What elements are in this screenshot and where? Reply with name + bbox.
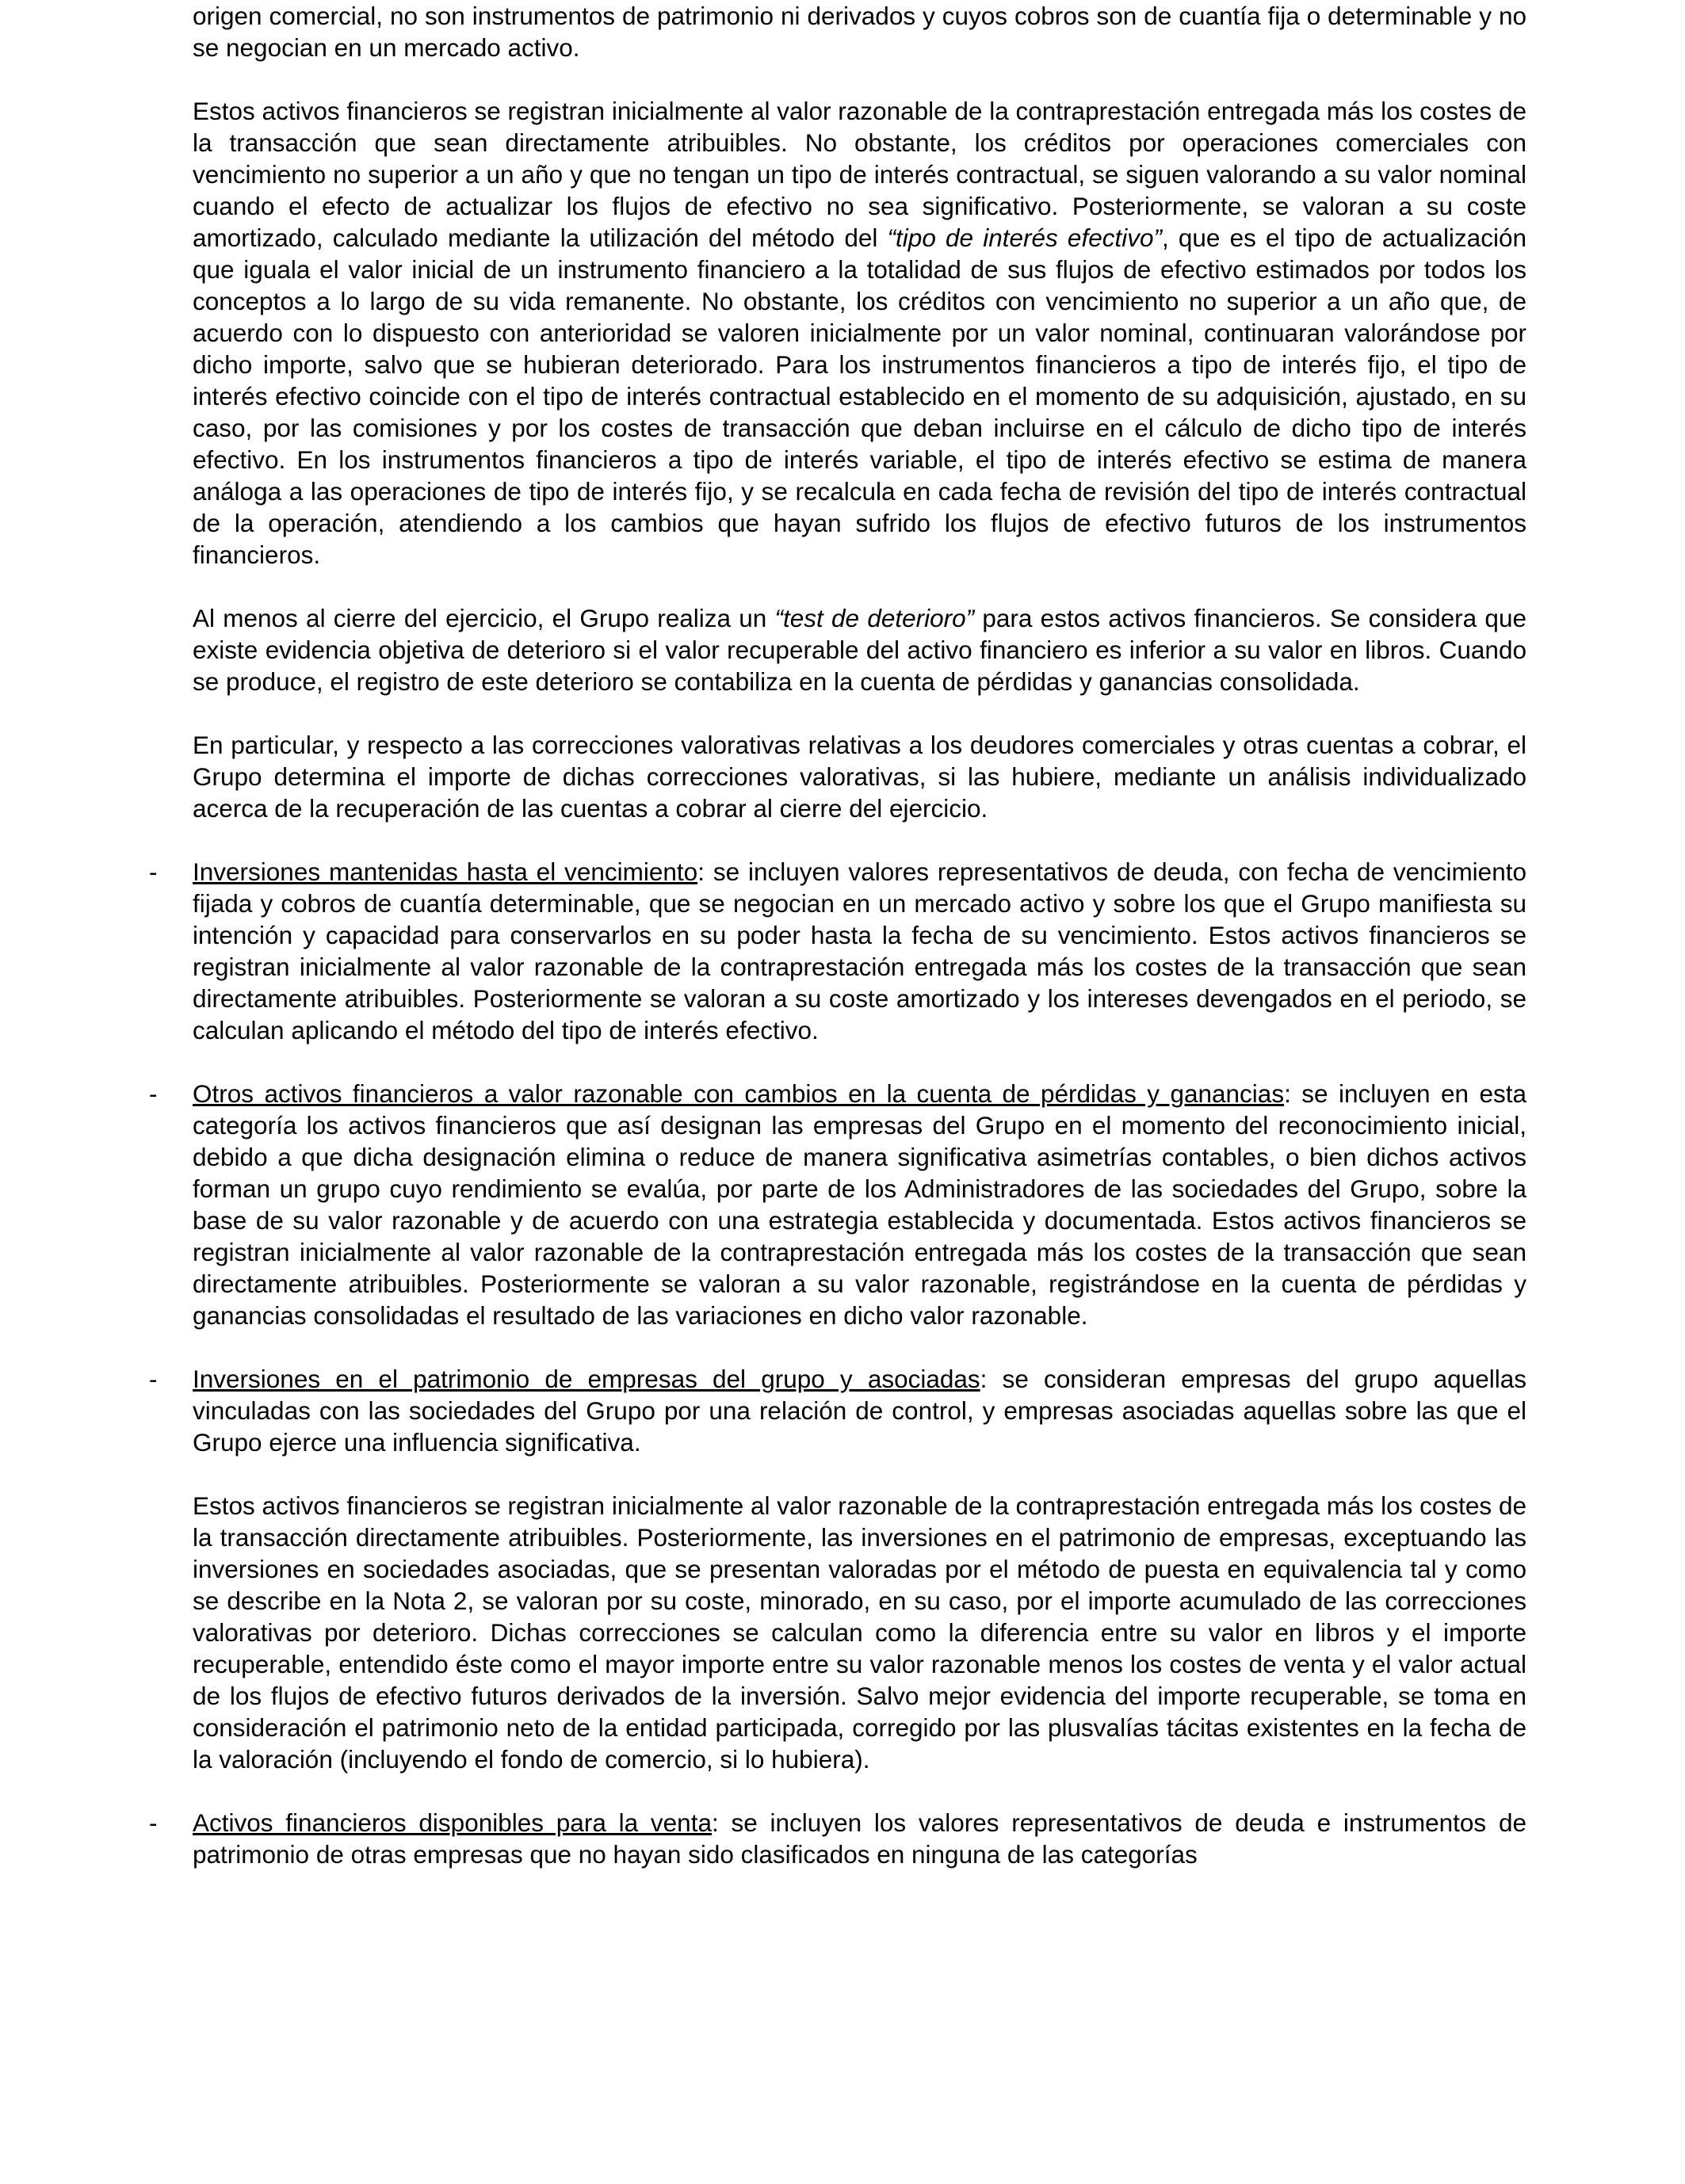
spacer [193,63,1526,95]
list-dash: - [149,1079,158,1108]
paragraph-test-deterioro [193,602,1526,697]
paragraph-particular [193,729,1526,824]
spacer [193,1775,1526,1807]
list-item-text: : se consideran empresas del grupo aquellas vinculadas con las sociedades del Grupo por una relación de control, y empresas asociadas aquellas sobre las que el Grupo ejerce una influencia significativa. [193,1365,1526,1457]
paragraph-patrimonio-text: Estos activos financieros se registran inicialmente al valor razonable de la contraprestación entregada más los costes de la transacción directamente atribuibles. Posteriormente, las inversiones en el patrimonio de empresas, exceptuando las inversiones en sociedades asociadas, que se presentan valoradas por el método de puesta en equivalencia tal y como se describe en la Nota 2, se valoran por su coste, minorado, en su caso, por el importe acumulado de las correcciones valorativas por deterioro. Dichas correcciones se calculan como la diferencia entre su valor en libros y el importe recuperable, entendido éste como el mayor importe entre su valor razonable menos los costes de venta y el valor actual de los flujos de efectivo futuros derivados de la inversión. Salvo mejor evidencia del importe recuperable, se toma en consideración el patrimonio neto de la entidad participada, corregido por las plusvalías tácitas existentes en la fecha de la valoración (incluyendo el fondo de comercio, si lo hubiera). [193,1491,1526,1774]
spacer [193,1331,1526,1363]
list-item-body [193,1363,1526,1458]
list-item-text: : se incluyen valores representativos de deuda, con fecha de vencimiento fijada y cobros de cuantía determinable, que se negocian en un mercado activo y sobre los que el Grupo manifiesta su intención y capacidad para conservarlos en su poder hasta la fecha de su vencimiento. Estos activos financieros se registran inicialmente al valor razonable de la contraprestación entregada más los costes de la transacción que sean directamente atribuibles. Posteriormente se valoran a su coste amortizado y los intereses devengados en el periodo, se calculan aplicando el método del tipo de interés efectivo. [193,857,1526,1044]
list-dash: - [149,1808,158,1837]
paragraph-particular-text: En particular, y respecto a las correcciones valorativas relativas a los deudores comerciales y otras cuentas a cobrar, el Grupo determina el importe de dichas correcciones valorativas, si las hubiere, mediante un análisis individualizado acerca de la recuperación de las cuentas a cobrar al cierre del ejercicio. [193,731,1526,823]
paragraph-registro-text-b: , que es el tipo de actualización que iguala el valor inicial de un instrumento financiero a la totalidad de sus flujos de efectivo estimados por todos los conceptos a lo largo de su vida remanente. No obstante, los créditos con vencimiento no superior a un año que, de acuerdo con lo dispuesto con anterioridad se valoren inicialmente por un valor nominal, continuaran valorándose por dicho importe, salvo que se hubieran deteriorado. Para los instrumentos financieros a tipo de interés fijo, el tipo de interés efectivo coincide con el tipo de interés contractual establecido en el momento de su adquisición, ajustado, en su caso, por las comisiones y por los costes de transacción que deban incluirse en el cálculo de dicho tipo de interés efectivo. En los instrumentos financieros a tipo de interés variable, el tipo de interés efectivo se estima de manera análoga a las operaciones de tipo de interés fijo, y se recalcula en cada fecha de revisión del tipo de interés contractual de la operación, atendiendo a los cambios que hayan sufrido los flujos de efectivo futuros de los instrumentos financieros. [193,223,1526,569]
list-dash: - [149,1365,158,1393]
list-item-text: : se incluyen los valores representativos de deuda e instrumentos de patrimonio de otras empresas que no hayan sido clasificados en ninguna de las categorías [193,1808,1526,1869]
document-page [149,0,1526,1870]
list-item-heading: Activos financieros disponibles para la venta [193,1808,712,1837]
list-item-body [193,856,1526,1046]
paragraph-patrimonio [193,1490,1526,1775]
paragraph-intro [193,0,1526,63]
spacer [193,697,1526,729]
paragraph-registro-text-a: Estos activos financieros se registran inicialmente al valor razonable de la contraprestación entregada más los costes de la transacción que sean directamente atribuibles. No obstante, los créditos por operaciones comerciales con vencimiento no superior a un año y que no tengan un tipo de interés contractual, se siguen valorando a su valor nominal cuando el efecto de actualizar los flujos de efectivo no sea significativo. Posteriormente, se valoran a su coste amortizado, calculado mediante la utilización del método del [193,97,1526,252]
list-item-body [193,1807,1526,1870]
list-item-body [193,1078,1526,1331]
list-item [149,1078,1526,1331]
paragraph-registro-emphasis: “tipo de interés efectivo” [887,223,1162,252]
spacer [193,571,1526,602]
list-item-heading: Inversiones en el patrimonio de empresas del grupo y asociadas [193,1365,980,1393]
list-item-text: : se incluyen en esta categoría los activos financieros que así designan las empresas del Grupo en el momento del reconocimiento inicial, debido a que dicha designación elimina o reduce de manera significativa asimetrías contables, o bien dichos activos forman un grupo cuyo rendimiento se evalúa, por parte de los Administradores de las sociedades del Grupo, sobre la base de su valor razonable y de acuerdo con una estrategia establecida y documentada. Estos activos financieros se registran inicialmente al valor razonable de la contraprestación entregada más los costes de la transacción que sean directamente atribuibles. Posteriormente se valoran a su valor razonable, registrándose en la cuenta de pérdidas y ganancias consolidadas el resultado de las variaciones en dicho valor razonable. [193,1079,1526,1330]
list-dash: - [149,857,158,886]
list-item-heading: Otros activos financieros a valor razonable con cambios en la cuenta de pérdidas y ganancias [193,1079,1285,1108]
list-item [149,1807,1526,1870]
list-item [149,1363,1526,1458]
paragraph-test-text-a: Al menos al cierre del ejercicio, el Grupo realiza un [193,604,775,632]
paragraph-test-text-b: para estos activos financieros. Se considera que existe evidencia objetiva de deterioro si el valor recuperable del activo financiero es inferior a su valor en libros. Cuando se produce, el registro de este deterioro se contabiliza en la cuenta de pérdidas y ganancias consolidada. [193,604,1526,696]
spacer [193,1046,1526,1078]
paragraph-intro-text: origen comercial, no son instrumentos de patrimonio ni derivados y cuyos cobros son de cuantía fija o determinable y no se negocian en un mercado activo. [193,2,1526,62]
spacer [193,1458,1526,1490]
list-item [149,856,1526,1046]
list-item-heading: Inversiones mantenidas hasta el vencimiento [193,857,698,886]
paragraph-registro [193,95,1526,571]
paragraph-test-emphasis: “test de deterioro” [774,604,975,632]
spacer [193,824,1526,856]
